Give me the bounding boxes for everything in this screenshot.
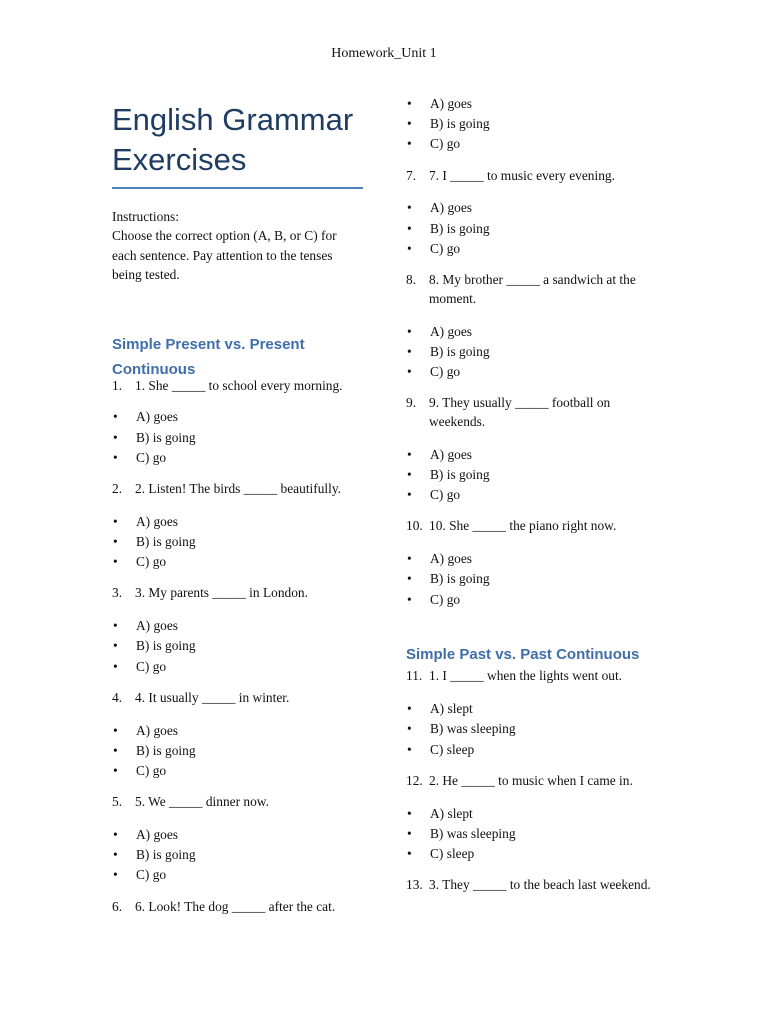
option-item: • A) goes	[406, 322, 666, 342]
instructions	[112, 207, 364, 285]
title-line-2: Exercises	[112, 142, 247, 177]
page-title	[112, 98, 364, 180]
option-item: • C) sleep	[406, 740, 666, 760]
options-list	[406, 699, 666, 760]
question-item: 8. 8. My brother _____ a sandwich at the moment. • A) goes • B) is going • C) go	[406, 271, 666, 382]
options-list	[112, 616, 364, 677]
option-item: • A) goes	[406, 94, 666, 114]
option-item: • A) slept	[406, 699, 666, 719]
options-list	[112, 512, 364, 573]
option-item: • B) is going	[112, 636, 364, 656]
instructions-label: Instructions:	[112, 209, 179, 224]
option-item: • C) go	[406, 590, 666, 610]
question-item: 11. 1. I _____ when the lights went out. • A) slept • B) was sleeping • C) sleep	[406, 667, 666, 759]
option-item: • A) slept	[406, 804, 666, 824]
option-item: • C) sleep	[406, 844, 666, 864]
question-item: 4. 4. It usually _____ in winter. • A) goes • B) is going • C) go	[112, 689, 364, 781]
option-item: • C) go	[112, 761, 364, 781]
instructions-text: Choose the correct option (A, B, or C) for each sentence. Pay attention to the tenses being tested.	[112, 228, 337, 283]
question-item: 12. 2. He _____ to music when I came in. • A) slept • B) was sleeping • C) sleep	[406, 772, 666, 864]
question-item: 5. 5. We _____ dinner now. • A) goes • B) is going • C) go	[112, 793, 364, 885]
option-item: • B) is going	[112, 845, 364, 865]
question-item: 7. 7. I _____ to music every evening. • A) goes • B) is going • C) go	[406, 167, 666, 259]
options-list	[406, 322, 666, 383]
option-item: • A) goes	[112, 512, 364, 532]
option-item: • C) go	[406, 362, 666, 382]
option-item: • C) go	[112, 552, 364, 572]
options-list	[406, 198, 666, 259]
options-list	[406, 549, 666, 610]
option-item: • C) go	[406, 485, 666, 505]
option-item: • B) is going	[406, 465, 666, 485]
options-list	[406, 804, 666, 865]
section-heading-past: Simple Past vs. Past Continuous	[406, 645, 640, 663]
option-item: • B) is going	[112, 532, 364, 552]
option-item: • C) go	[406, 134, 666, 154]
page-header: Homework_Unit 1	[331, 46, 437, 61]
question-item: 2. 2. Listen! The birds _____ beautifully. • A) goes • B) is going • C) go	[112, 480, 364, 572]
option-item: • A) goes	[112, 825, 364, 845]
option-item: • A) goes	[112, 721, 364, 741]
question-item: 10. 10. She _____ the piano right now. • A) goes • B) is going • C) go	[406, 517, 666, 609]
question-item: 1. 1. She _____ to school every morning. • A) goes • B) is going • C) go	[112, 377, 364, 468]
options-list	[112, 407, 364, 468]
option-item: • C) go	[112, 865, 364, 885]
option-item: • B) was sleeping	[406, 824, 666, 844]
title-underline	[112, 187, 363, 189]
option-item: • A) goes	[406, 445, 666, 465]
option-item: • C) go	[406, 239, 666, 259]
option-item: • B) is going	[406, 114, 666, 134]
option-item: • C) go	[112, 448, 364, 468]
options-list	[112, 825, 364, 886]
question-item: 6. 6. Look! The dog _____ after the cat.	[112, 898, 336, 914]
option-item: • A) goes	[406, 549, 666, 569]
option-item: • A) goes	[112, 407, 364, 427]
left-column	[112, 98, 364, 916]
options-list	[112, 721, 364, 782]
option-item: • B) is going	[112, 428, 364, 448]
question-item: 13. 3. They _____ to the beach last weekend.	[406, 877, 651, 893]
question-item: 9. 9. They usually _____ football on weekends. • A) goes • B) is going • C) go	[406, 394, 666, 505]
option-item: • B) is going	[406, 219, 666, 239]
option-item: • B) is going	[112, 741, 364, 761]
options-list	[406, 94, 666, 155]
option-item: • A) goes	[406, 198, 666, 218]
right-column	[406, 0, 666, 895]
option-item: • B) was sleeping	[406, 719, 666, 739]
section-heading-present: Simple Present vs. Present Continuous	[112, 335, 305, 379]
option-item: • B) is going	[406, 342, 666, 362]
option-item: • A) goes	[112, 616, 364, 636]
options-list	[406, 445, 666, 506]
title-line-1: English Grammar	[112, 102, 354, 137]
question-item: 3. 3. My parents _____ in London. • A) goes • B) is going • C) go	[112, 584, 364, 676]
option-item: • B) is going	[406, 569, 666, 589]
option-item: • C) go	[112, 657, 364, 677]
